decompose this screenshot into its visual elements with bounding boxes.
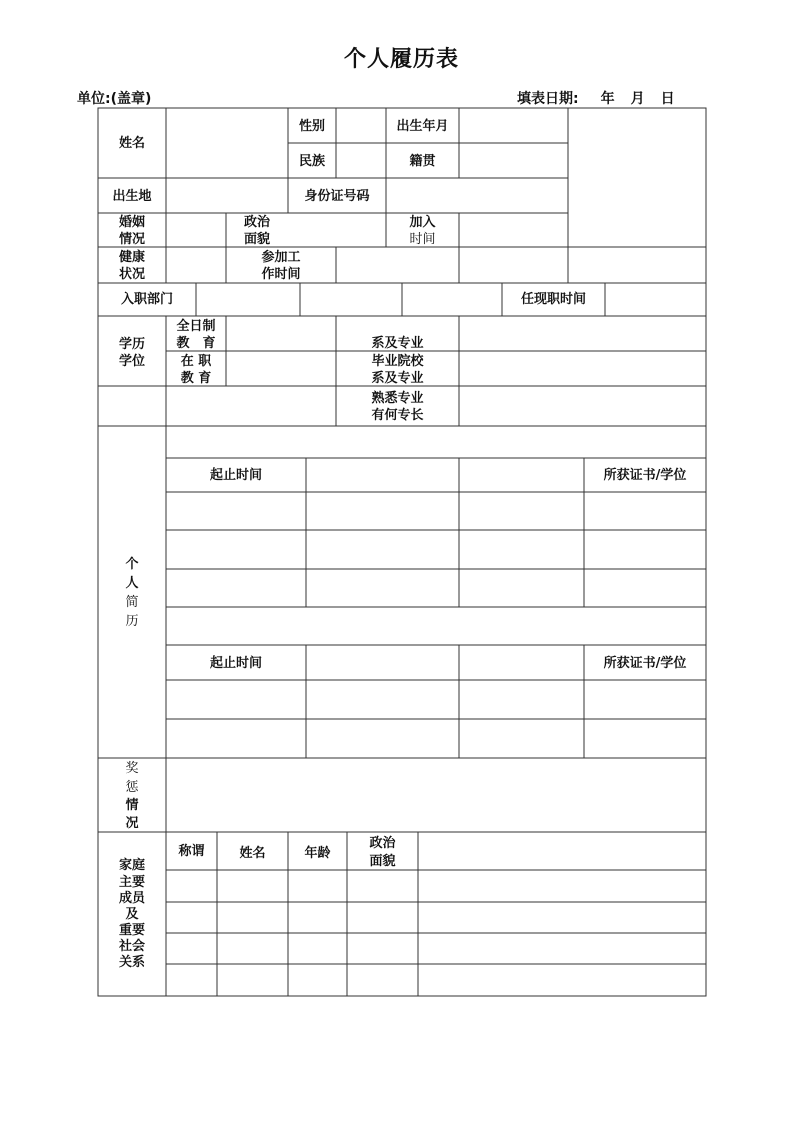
marital-field[interactable] xyxy=(167,214,225,246)
age-header: 年龄 xyxy=(304,846,331,861)
resume-label-char2: 人 xyxy=(125,576,139,591)
marital-label-line2: 情况 xyxy=(118,232,145,247)
birthplace-field[interactable] xyxy=(167,179,287,212)
native-place-label: 籍贯 xyxy=(409,154,436,169)
birthplace-label: 出生地 xyxy=(112,189,152,204)
health-label-line1: 健康 xyxy=(118,250,145,265)
awards-label-char1: 奖 xyxy=(125,761,139,776)
marital-label-line1: 婚姻 xyxy=(118,215,145,230)
id-number-field[interactable] xyxy=(387,179,567,212)
family-label-line3: 成员 xyxy=(118,891,145,906)
family-label-line6: 社会 xyxy=(118,939,145,954)
fulltime-education-field[interactable] xyxy=(227,317,335,350)
family-label-line4: 及 xyxy=(125,907,139,922)
school-label-line1: 毕业院校 xyxy=(371,354,424,369)
skills-label-line1: 熟悉专业 xyxy=(371,391,424,406)
member-political-header-line1: 政治 xyxy=(369,836,396,851)
resume-label-char1: 个 xyxy=(125,557,139,572)
department-label: 入职部门 xyxy=(120,292,173,307)
current-post-time-field[interactable] xyxy=(606,284,705,315)
education-label-line2: 学位 xyxy=(118,354,145,369)
photo-area[interactable] xyxy=(569,109,705,246)
period-header: 起止时间 xyxy=(209,468,262,483)
join-label-line2: 时间 xyxy=(409,232,436,247)
gender-label: 性别 xyxy=(298,119,325,134)
member-political-header-line2: 面貌 xyxy=(369,854,396,869)
family-label-line7: 关系 xyxy=(118,955,145,970)
date-year-label: 年 xyxy=(600,91,615,107)
parttime-label-line1: 在 职 xyxy=(180,354,212,369)
native-place-field[interactable] xyxy=(460,144,567,177)
gender-field[interactable] xyxy=(337,109,385,142)
health-label-line2: 状况 xyxy=(118,267,145,282)
fill-date-text: 填表日期: xyxy=(517,91,579,107)
awards-label-char3: 情 xyxy=(125,798,139,813)
work-start-label-line2: 作时间 xyxy=(261,267,301,282)
awards-label-char4: 况 xyxy=(125,816,139,831)
date-month-label: 月 xyxy=(630,91,645,107)
current-post-time-label: 任现职时间 xyxy=(520,292,586,307)
fulltime-label-line1: 全日制 xyxy=(176,319,216,334)
parttime-education-field[interactable] xyxy=(227,352,335,385)
unit-stamp-label: 单位:(盖章) xyxy=(77,91,152,107)
resume-label-char4: 历 xyxy=(125,614,139,629)
department-field[interactable] xyxy=(197,284,299,315)
ethnicity-label: 民族 xyxy=(298,154,325,169)
fulltime-major-field[interactable] xyxy=(460,317,705,350)
family-label-line5: 重要 xyxy=(118,923,145,938)
school-label-line2: 系及专业 xyxy=(371,371,424,386)
political-label-line1: 政治 xyxy=(243,215,270,230)
id-number-label: 身份证号码 xyxy=(304,189,370,204)
date-day-label: 日 xyxy=(660,91,675,107)
health-field[interactable] xyxy=(167,248,225,282)
relation-header: 称谓 xyxy=(178,844,205,859)
family-label-line2: 主要 xyxy=(118,875,145,890)
education-label-line1: 学历 xyxy=(118,337,145,352)
major-label: 系及专业 xyxy=(371,336,424,351)
ethnicity-field[interactable] xyxy=(337,144,385,177)
awards-field[interactable] xyxy=(167,759,705,831)
join-time-field[interactable] xyxy=(460,214,567,246)
birth-date-label: 出生年月 xyxy=(396,119,449,134)
fulltime-label-line2: 教 育 xyxy=(176,336,216,351)
political-label-line2: 面貌 xyxy=(243,232,270,247)
awards-label-char2: 惩 xyxy=(125,780,139,795)
name-label: 姓名 xyxy=(118,136,145,151)
family-label-line1: 家庭 xyxy=(118,858,145,873)
page-title: 个人履历表 xyxy=(343,47,459,72)
political-field[interactable] xyxy=(289,214,385,246)
work-start-label-line1: 参加工 xyxy=(261,250,301,265)
name-field[interactable] xyxy=(167,109,287,177)
work-start-field[interactable] xyxy=(337,248,458,282)
member-name-header: 姓名 xyxy=(239,846,266,861)
resume-label-char3: 简 xyxy=(125,595,139,610)
period-header-2: 起止时间 xyxy=(209,656,262,671)
certificate-header-2: 所获证书/学位 xyxy=(603,656,687,671)
certificate-header: 所获证书/学位 xyxy=(603,468,687,483)
birth-date-field[interactable] xyxy=(460,109,567,142)
skills-field[interactable] xyxy=(460,387,705,425)
parttime-label-line2: 教 育 xyxy=(180,371,212,386)
parttime-school-field[interactable] xyxy=(460,352,705,385)
skills-label-line2: 有何专长 xyxy=(371,408,424,423)
join-label-line1: 加入 xyxy=(409,215,436,230)
